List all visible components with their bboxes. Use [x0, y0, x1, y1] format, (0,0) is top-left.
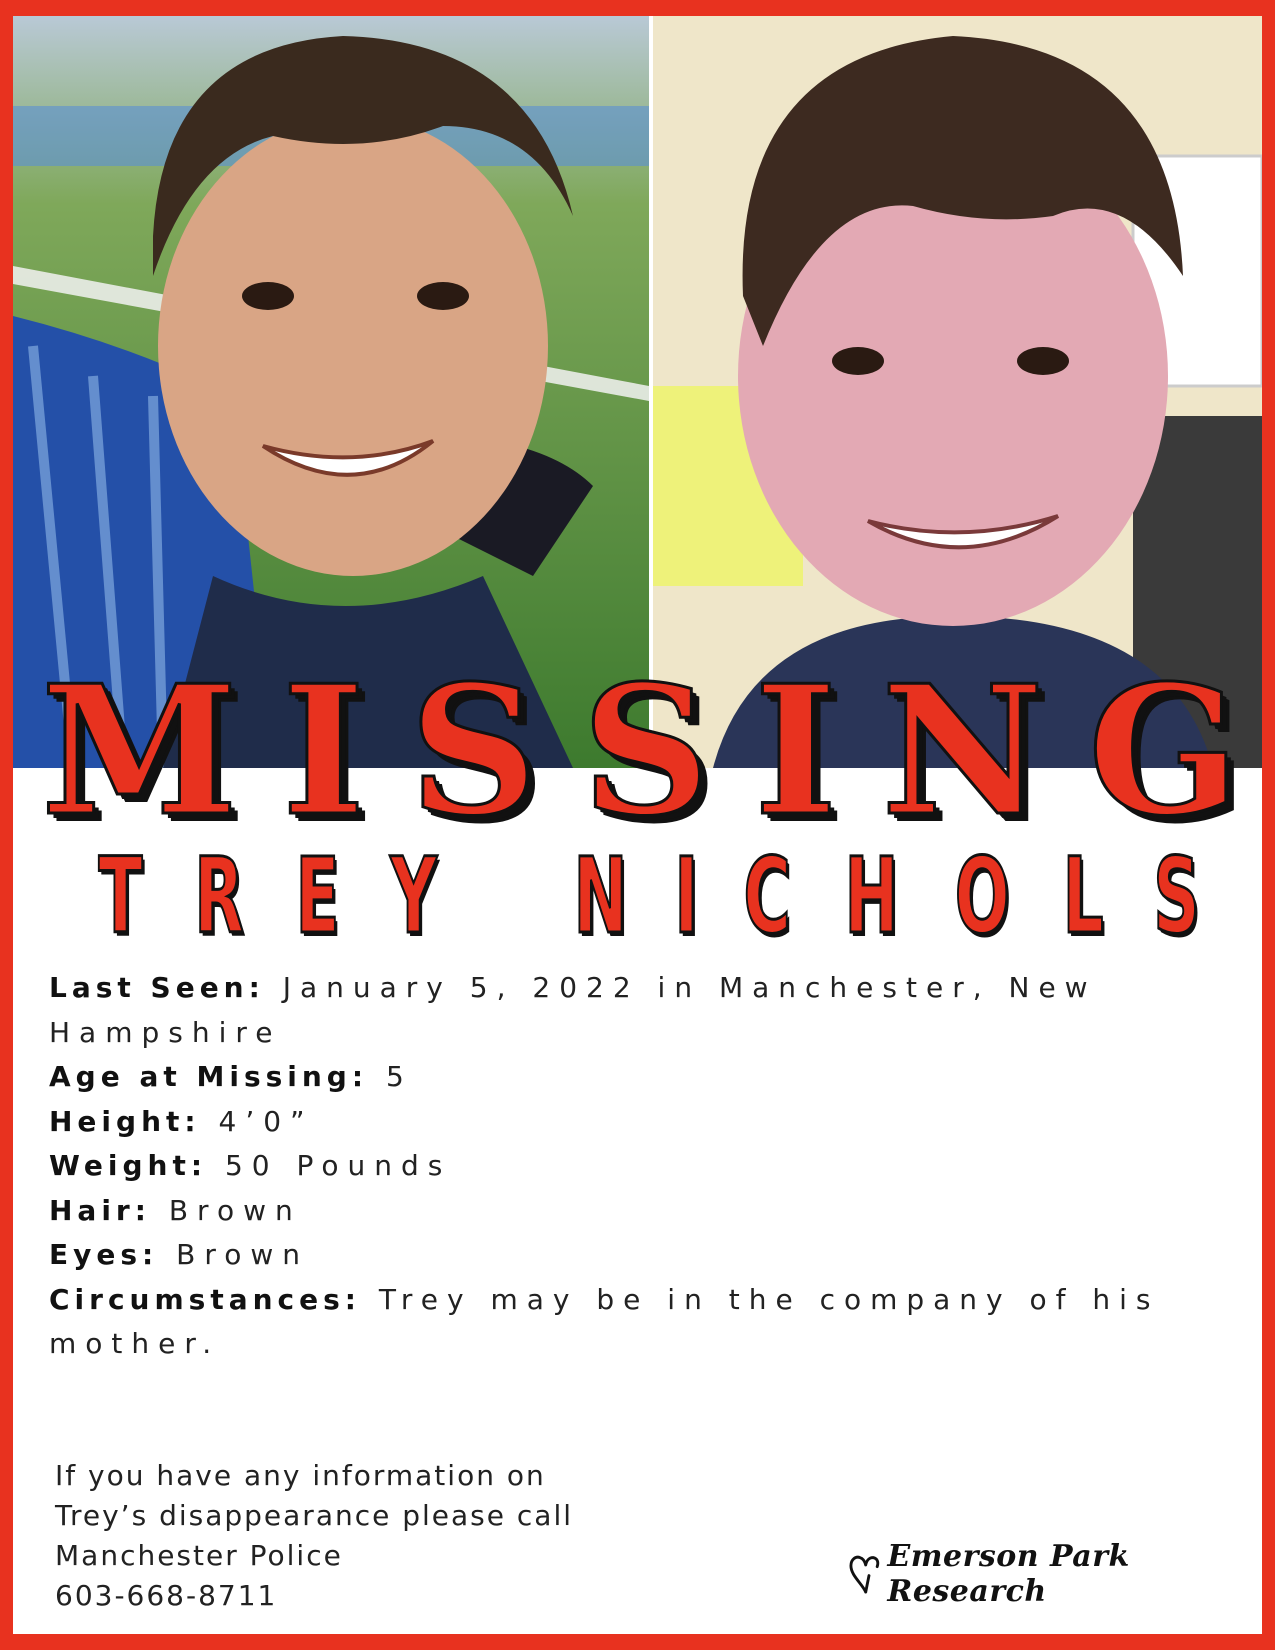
contact-line-1: If you have any information on: [55, 1459, 546, 1492]
details-section: [49, 966, 1229, 1367]
missing-letter: M: [41, 646, 239, 855]
missing-letter: N: [881, 646, 1044, 855]
last-name-letter: L: [1062, 835, 1104, 957]
age-label: Age at Missing:: [49, 1060, 369, 1093]
first-name-letter: T: [98, 835, 143, 957]
last-name-letter: I: [674, 835, 699, 957]
weight-row: [49, 1144, 1229, 1189]
first-name-letter: Y: [390, 835, 438, 957]
missing-letter: S: [581, 646, 711, 855]
last-name-letter: C: [743, 835, 791, 957]
missing-letter: I: [754, 646, 838, 855]
eyes-label: Eyes:: [49, 1238, 159, 1271]
circumstances-value: Trey may be in the company of his mother.: [49, 1282, 1160, 1360]
age-row: [49, 1055, 1229, 1100]
hair-label: Hair:: [49, 1193, 151, 1227]
contact-line-2: Trey’s disappearance please call: [55, 1499, 574, 1532]
height-value: 4’0”: [218, 1104, 314, 1138]
missing-heading: [13, 646, 1262, 855]
child-name: [13, 836, 1262, 956]
last-seen-row: [49, 966, 1229, 1055]
eyes-value: Brown: [176, 1238, 310, 1271]
weight-value: 50 Pounds: [224, 1149, 452, 1182]
last-seen-value: January 5, 2022 in Manchester, New Hampshire: [49, 971, 1097, 1049]
missing-letter: S: [409, 646, 538, 855]
last-seen-label: Last Seen:: [49, 971, 265, 1004]
weight-label: Weight:: [49, 1149, 208, 1182]
contact-section: [55, 1456, 695, 1616]
last-name-letter: O: [955, 835, 1011, 957]
contact-line-3: Manchester Police: [55, 1539, 343, 1572]
contact-phone: 603-668-8711: [55, 1579, 278, 1612]
first-name-letter: E: [295, 835, 340, 957]
circumstances-label: Circumstances:: [49, 1282, 361, 1316]
heart-icon: [846, 1546, 885, 1602]
missing-poster: [13, 16, 1262, 1634]
last-name-letter: H: [844, 835, 899, 957]
circumstances-row: [49, 1278, 1229, 1367]
hair-value: Brown: [168, 1193, 302, 1227]
age-value: 5: [385, 1060, 413, 1093]
height-label: Height:: [49, 1104, 201, 1138]
eyes-row: [49, 1233, 1229, 1278]
missing-letter: I: [281, 646, 366, 855]
last-name-letter: S: [1153, 835, 1200, 957]
hair-row: [49, 1189, 1229, 1234]
last-name-letter: N: [573, 835, 628, 957]
logo-text: Emerson Park Research: [887, 1539, 1130, 1609]
height-row: [49, 1100, 1229, 1145]
missing-letter: G: [1087, 646, 1240, 855]
emerson-park-logo: [846, 1539, 1226, 1609]
name-gap: [486, 836, 523, 956]
first-name-letter: R: [194, 835, 244, 957]
